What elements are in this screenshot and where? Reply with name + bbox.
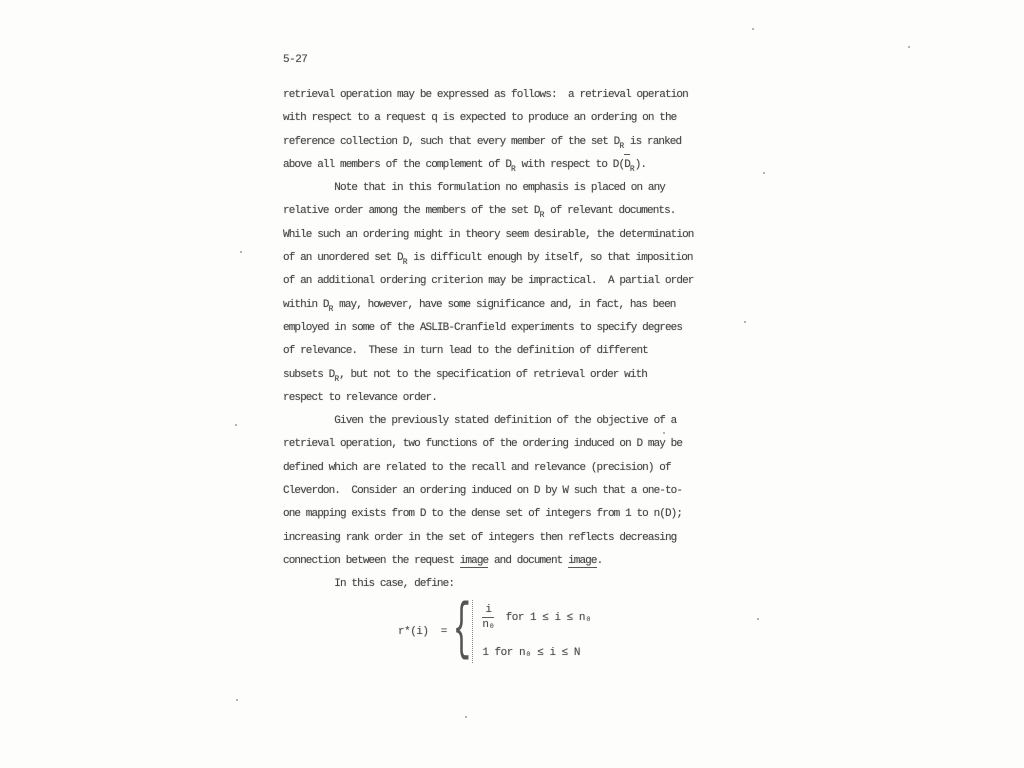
text-line: defined which are related to the recall and relevance (precision) of xyxy=(283,461,671,474)
scan-speck xyxy=(744,321,746,323)
scan-speck xyxy=(236,699,238,701)
text-line: reference collection D, such that every member of the set $D_R$ is ranked xyxy=(283,135,682,151)
text-line: relative order among the members of the set $D_R$ of relevant documents. xyxy=(283,205,676,221)
scan-speck xyxy=(908,46,910,48)
text-line: In this case, define: xyxy=(283,578,455,591)
text-line: connection between the request image and document image. xyxy=(283,554,603,567)
scan-speck xyxy=(663,432,665,434)
fraction: $\frac{i}{\text{n₀}}$ xyxy=(482,604,495,631)
scan-speck xyxy=(757,618,759,620)
text-line: one mapping exists from D to the dense set of integers from 1 to n(D); xyxy=(283,508,683,521)
scan-speck xyxy=(763,172,765,174)
scan-speck xyxy=(240,251,242,253)
text-line: of relevance. These in turn lead to the definition of different xyxy=(283,345,648,358)
text-line: above all members of the complement of $D_R$ with respect to $D(D_R)$. xyxy=(283,154,723,177)
scan-speck xyxy=(752,28,754,30)
text-line: retrieval operation may be expressed as follows: a retrieval operation xyxy=(283,89,688,101)
scan-speck xyxy=(235,424,237,426)
text-line: Cleverdon. Consider an ordering induced on D by W such that a one-to- xyxy=(283,485,683,498)
text-line: increasing rank order in the set of integers then reflects decreasing xyxy=(283,531,677,544)
formula-case: $\frac{i}{\text{n₀}}$ for 1 ≤ i ≤ n₀ xyxy=(482,604,592,631)
text-line: retrieval operation, two functions of the ordering induced on D may be xyxy=(283,438,683,451)
piecewise-formula xyxy=(398,595,592,668)
formula-case: 1 for n₀ ≤ i ≤ N xyxy=(482,647,580,659)
text-line: While such an ordering might in theory seem desirable, the determination xyxy=(283,228,694,241)
text-block xyxy=(283,84,723,597)
page-number: 5-27 xyxy=(283,54,308,66)
text-line: of an additional ordering criterion may be impractical. A partial order xyxy=(283,275,694,288)
text-line: employed in some of the ASLIB-Cranfield experiments to specify degrees xyxy=(283,321,683,334)
text-line: respect to relevance order. xyxy=(283,391,437,404)
curly-brace: { xyxy=(452,595,471,668)
text-line: Given the previously stated definition of the objective of a xyxy=(283,415,677,428)
formula-lhs: r*(i) = xyxy=(398,625,447,638)
scan-speck xyxy=(465,716,467,718)
text-line: Note that in this formulation no emphasis is placed on any xyxy=(283,182,665,195)
text-line: subsets $D_R$, but not to the specification of retrieval order with xyxy=(283,368,647,384)
formula-cases xyxy=(472,600,591,663)
text-line: with respect to a request q is expected to produce an ordering on the xyxy=(283,112,677,125)
text-line: of an unordered set $D_R$ is difficult enough by itself, so that imposition xyxy=(283,252,693,268)
text-line: within $D_R$ may, however, have some significance and, in fact, has been xyxy=(283,298,676,314)
